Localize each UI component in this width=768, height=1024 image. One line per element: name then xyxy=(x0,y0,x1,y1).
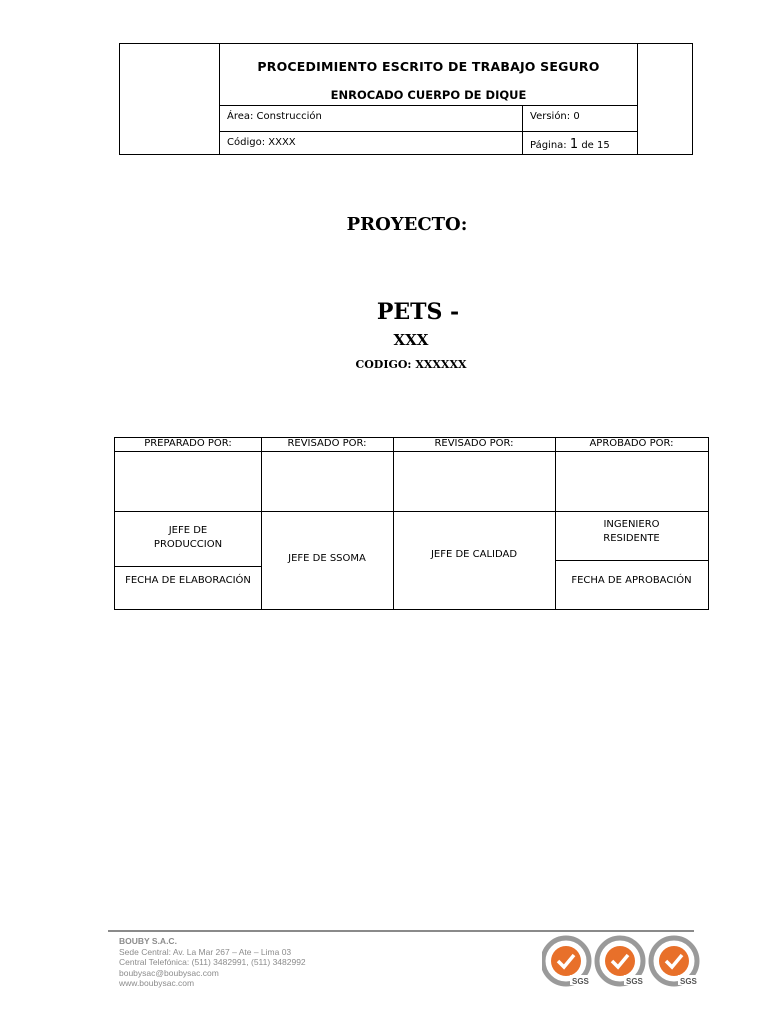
role-reviewed-1: JEFE DE SSOMA xyxy=(288,553,366,564)
header-reviewed-1: REVISADO POR: xyxy=(287,438,367,449)
footer-contact xyxy=(119,936,306,989)
header-prepared: PREPARADO POR: xyxy=(144,438,232,449)
header-center xyxy=(220,44,637,154)
role-approved xyxy=(555,518,708,546)
signature-space-approved xyxy=(556,452,708,511)
role-prepared-line2: PRODUCCION xyxy=(153,539,223,550)
role-approved-line2: RESIDENTE xyxy=(603,533,660,544)
page-label: Página: xyxy=(530,140,567,151)
signature-space-prepared xyxy=(115,452,261,511)
logo-cell xyxy=(120,44,220,154)
page-field xyxy=(530,137,610,152)
sgs-seal-icon xyxy=(543,938,592,986)
footer-address: Sede Central: Av. La Mar 267 – Ate – Lima 03 xyxy=(119,946,292,957)
header-reviewed-2: REVISADO POR: xyxy=(434,438,514,449)
pets-code: XXX xyxy=(393,331,429,349)
certification-seals xyxy=(542,935,702,987)
svg-text:SGS: SGS xyxy=(680,977,697,986)
role-reviewed-2: JEFE DE CALIDAD xyxy=(430,549,518,560)
document-header-table xyxy=(119,43,693,155)
role-approved-line1: INGENIERO xyxy=(603,519,660,530)
header-approved: APROBADO POR: xyxy=(589,438,674,449)
header-row-code xyxy=(220,131,637,154)
codigo-line: CODIGO: XXXXXX xyxy=(355,358,467,371)
document-subtitle: ENROCADO CUERPO DE DIQUE xyxy=(330,88,527,102)
date-approved: FECHA DE APROBACIÓN xyxy=(571,575,692,586)
page-number: 1 xyxy=(569,137,579,152)
signature-space-reviewed-2 xyxy=(394,452,555,511)
role-prepared xyxy=(115,524,261,552)
footer-company: BOUBY S.A.C. xyxy=(119,936,177,946)
date-prepared: FECHA DE ELABORACIÓN xyxy=(125,575,251,586)
document-title: PROCEDIMIENTO ESCRITO DE TRABAJO SEGURO xyxy=(257,59,600,74)
pets-heading: PETS - xyxy=(376,299,460,325)
sgs-seal-icon xyxy=(597,938,646,986)
footer-phone: Central Telefónica: (511) 3482991, (511) 3482992 xyxy=(119,957,306,967)
footer-email: boubysac@boubysac.com xyxy=(119,967,219,978)
footer-website: www.boubysac.com xyxy=(119,978,195,988)
header-row-area xyxy=(220,105,637,131)
version-field: Versión: 0 xyxy=(530,111,580,122)
footer-divider xyxy=(108,930,694,932)
svg-text:SGS: SGS xyxy=(626,977,643,986)
role-prepared-line1: JEFE DE xyxy=(168,525,208,536)
signature-space-reviewed-1 xyxy=(262,452,393,511)
approval-table xyxy=(114,437,709,610)
project-heading: PROYECTO: xyxy=(346,214,468,235)
sgs-seal-icon xyxy=(651,938,700,986)
code-field: Código: XXXX xyxy=(227,137,296,148)
area-field: Área: Construcción xyxy=(227,111,322,122)
page-total: de 15 xyxy=(581,140,610,151)
header-right-cell xyxy=(637,44,694,154)
svg-text:SGS: SGS xyxy=(572,977,589,986)
